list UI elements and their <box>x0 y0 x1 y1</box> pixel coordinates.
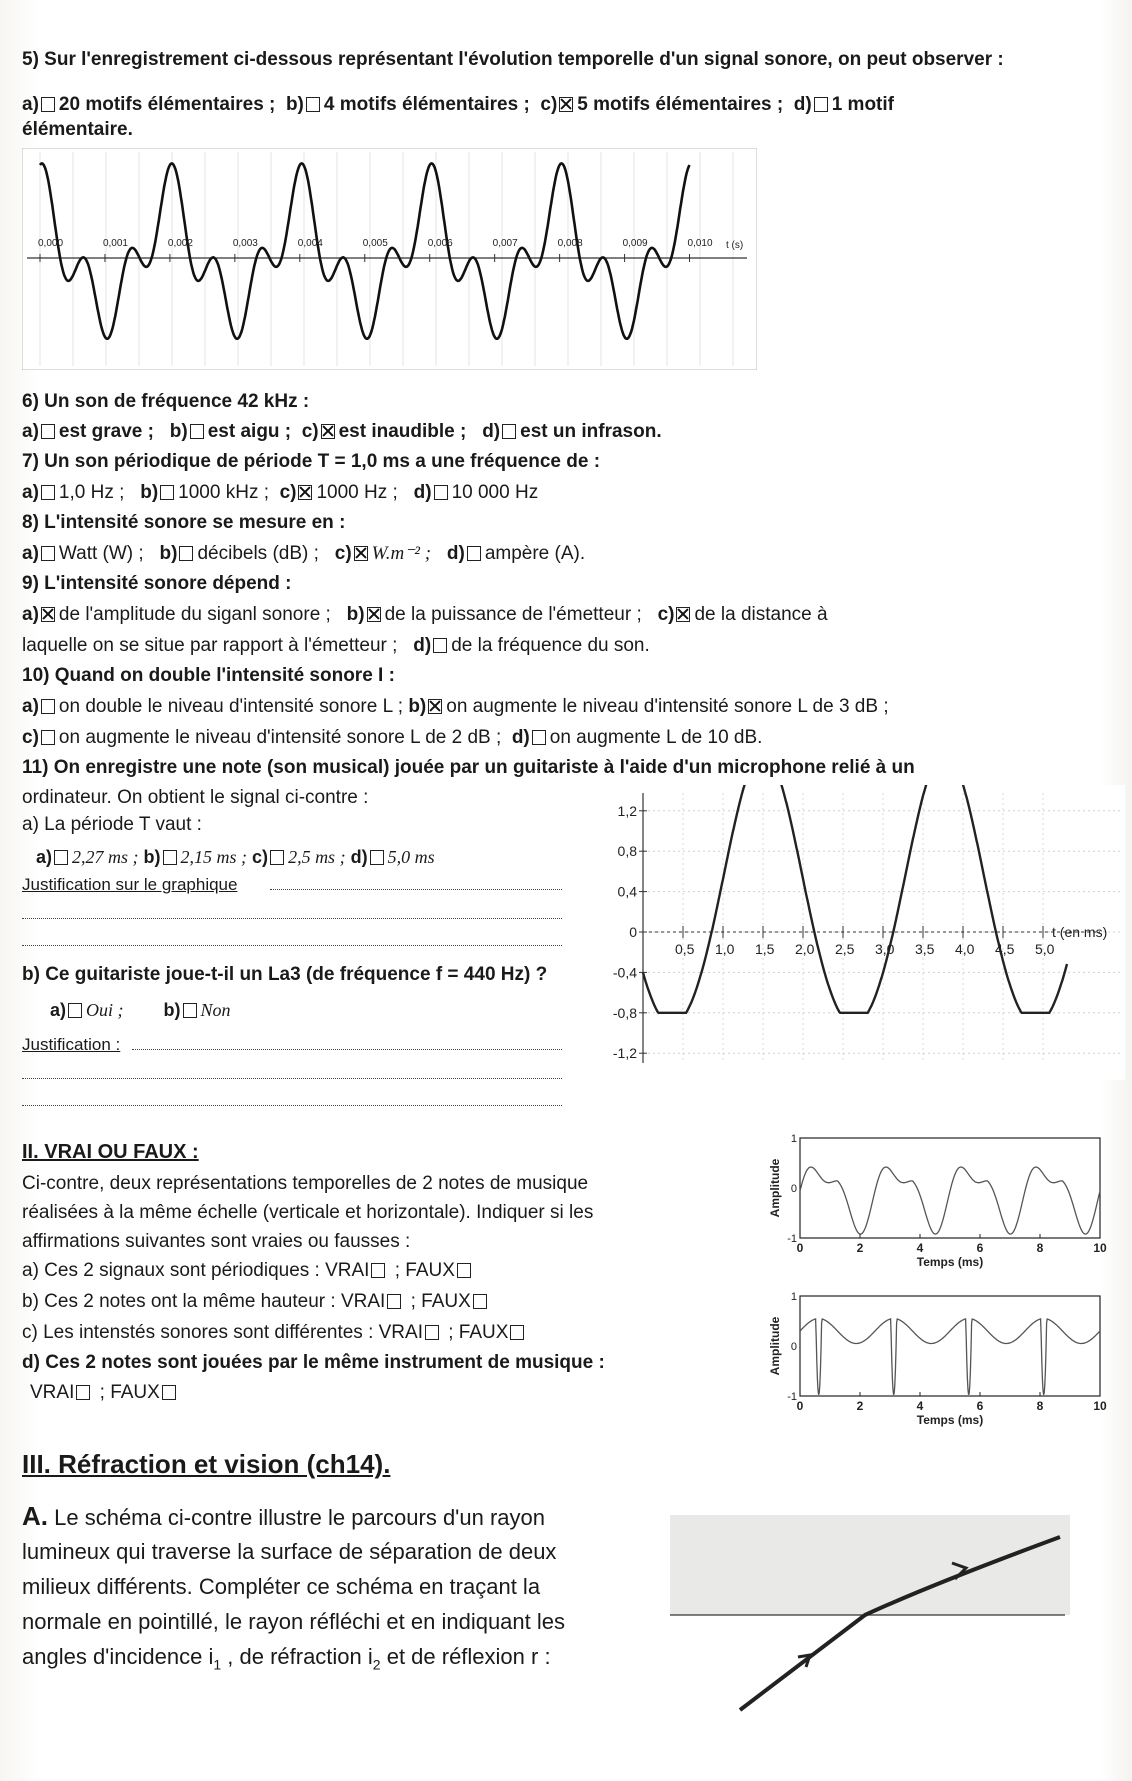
q6-c-text: est inaudible ; <box>338 421 467 442</box>
vf-a-faux-label: ; FAUX <box>394 1260 455 1281</box>
small-chart-xtick-label: 6 <box>976 1241 984 1255</box>
chart1-tick-label: 0,006 <box>427 238 453 249</box>
q6-b-checkbox[interactable] <box>190 424 204 439</box>
vf-intro-2: réalisées à la même échelle (verticale et horizontale). Indiquer si les <box>22 1202 594 1223</box>
refraction-label: A. <box>22 1501 48 1531</box>
q9-b-text: de la puissance de l'émetteur ; <box>384 604 642 625</box>
vf-d: d) Ces 2 notes sont jouées par le même instrument de musique : <box>22 1352 605 1373</box>
vf-c-faux-label: ; FAUX <box>448 1322 509 1343</box>
vf-c <box>22 1321 528 1345</box>
q10-c-label: c) <box>22 727 39 748</box>
small-chart-xlabel: Temps (ms) <box>916 1255 984 1269</box>
chart2-ytick-label: 0,4 <box>617 883 637 900</box>
q10-d-text: on augmente L de 10 dB. <box>549 727 763 748</box>
vf-d-faux-checkbox[interactable] <box>162 1385 176 1400</box>
q8-a-text: Watt (W) ; <box>58 543 144 564</box>
q9-options-cont <box>22 634 650 658</box>
q10-a-text: on double le niveau d'intensité sonore L ; <box>58 696 404 717</box>
chart1-tick-label: 0,010 <box>687 238 713 249</box>
chart2-xtick-label: 4,5 <box>995 941 1015 957</box>
small-chart-frame <box>800 1138 1100 1238</box>
q5-b-text: 4 motifs élémentaires ; <box>323 94 530 115</box>
q7-c-label: c) <box>279 482 297 503</box>
q6-options <box>22 420 662 444</box>
q6-d-label: d) <box>482 421 501 442</box>
q5-c-text: 5 motifs élémentaires ; <box>577 94 784 115</box>
chart2-ytick-label: 1,2 <box>617 802 637 819</box>
q7-b-checkbox[interactable] <box>160 485 174 500</box>
vf-title: II. VRAI OU FAUX : <box>22 1141 199 1163</box>
q11-non-checkbox[interactable] <box>183 1003 197 1018</box>
small-chart-ytick-label: 0 <box>790 1341 797 1353</box>
q10-options-1 <box>22 695 889 719</box>
q9-c-continued: laquelle on se situe par rapport à l'émetteur ; <box>22 635 398 656</box>
refraction-line-4: normale en pointillé, le rayon réfléchi et en indiquant les <box>22 1609 565 1634</box>
small-chart-xtick-label: 0 <box>796 1241 804 1255</box>
q5-options <box>22 93 894 117</box>
q9-c-label: c) <box>657 604 675 625</box>
q8-d-label: d) <box>446 543 465 564</box>
small-chart-ylabel: Amplitude <box>768 1316 782 1376</box>
q10-a-label: a) <box>22 696 39 717</box>
vf-b-text: b) Ces 2 notes ont la même hauteur : VRAI <box>22 1291 386 1312</box>
chart1-tick-label: 0,004 <box>297 238 323 249</box>
q5-d-label: d) <box>793 94 812 115</box>
q5-d-text: 1 motif <box>831 94 894 115</box>
chart2-xtick-label: 3,0 <box>875 941 895 957</box>
q8-a-checkbox[interactable] <box>41 546 55 561</box>
chart-signal-sonore <box>22 148 757 370</box>
q8-b-label: b) <box>159 543 178 564</box>
q11-a-text: 2,27 ms ; <box>72 847 139 867</box>
chart2-xtick-label: 2,0 <box>795 941 815 957</box>
q9-question: 9) L'intensité sonore dépend : <box>22 573 292 594</box>
vf-b-faux-checkbox[interactable] <box>473 1294 487 1309</box>
q9-options <box>22 603 828 627</box>
vf-a-faux-checkbox[interactable] <box>457 1263 471 1278</box>
q8-b-text: décibels (dB) ; <box>197 543 319 564</box>
q11-b-options <box>50 998 231 1022</box>
refraction-text-1: Le schéma ci-contre illustre le parcours d'un rayon <box>54 1505 545 1530</box>
q6-a-checkbox[interactable] <box>41 424 55 439</box>
q11-oui-checkbox[interactable] <box>68 1003 82 1018</box>
q11-question-cont: ordinateur. On obtient le signal ci-contre : <box>22 787 369 808</box>
q6-b-text: est aigu ; <box>207 421 292 442</box>
q10-c-text: on augmente le niveau d'intensité sonore L de 2 dB ; <box>58 727 502 748</box>
q8-c-checkbox[interactable] <box>354 546 368 561</box>
vf-intro-1: Ci-contre, deux représentations temporelles de 2 notes de musique <box>22 1173 589 1194</box>
chart1-tick-label: 0,001 <box>102 238 128 249</box>
q11-justification-2-line-3[interactable] <box>22 1105 562 1106</box>
q10-a-checkbox[interactable] <box>41 699 55 714</box>
q6-b-label: b) <box>169 421 188 442</box>
vf-intro-3: affirmations suivantes sont vraies ou fausses : <box>22 1231 411 1252</box>
q11-a-label: a) <box>36 847 53 867</box>
q11-justification-2-line[interactable] <box>132 1049 562 1050</box>
medium-lower <box>670 1615 1070 1725</box>
q7-d-label: d) <box>413 482 432 503</box>
q11-d-text: 5,0 ms <box>387 847 435 867</box>
small-chart-xtick-label: 10 <box>1093 1399 1107 1413</box>
q10-b-checkbox[interactable] <box>428 699 442 714</box>
q5-b-label: b) <box>285 94 304 115</box>
chart2-xtick-label: 1,5 <box>755 941 775 957</box>
q11-c-checkbox[interactable] <box>270 850 284 865</box>
q6-a-label: a) <box>22 421 39 442</box>
q11-c-label: c) <box>252 847 269 867</box>
medium-upper <box>670 1515 1070 1615</box>
chart2-xtick-label: 4,0 <box>955 941 975 957</box>
vf-a-vrai-checkbox[interactable] <box>371 1263 385 1278</box>
chart2-xtick-label: 0,5 <box>675 941 695 957</box>
chart1-tick-label: 0,007 <box>492 238 518 249</box>
chart2-xtick-label: 1,0 <box>715 941 735 957</box>
chart2-ytick-label: -1,2 <box>612 1045 637 1062</box>
q5-d-continued: élémentaire. <box>22 119 133 140</box>
refraction-text-5a: angles d'incidence i <box>22 1644 214 1669</box>
q11-d-checkbox[interactable] <box>370 850 384 865</box>
q11-b-question: b) Ce guitariste joue-t-il un La3 (de fréquence f = 440 Hz) ? <box>22 964 548 985</box>
chart2-xtick-label: 5,0 <box>1035 941 1055 957</box>
q9-a-checkbox[interactable] <box>41 607 55 622</box>
q5-d-checkbox[interactable] <box>814 97 828 112</box>
small-chart-xtick-label: 4 <box>916 1241 924 1255</box>
q8-c-text: W.m⁻² ; <box>371 543 432 564</box>
small-chart-xtick-label: 4 <box>916 1399 924 1413</box>
q10-question: 10) Quand on double l'intensité sonore I : <box>22 665 395 686</box>
chart2-ytick-label: -0,4 <box>612 964 637 981</box>
refraction-title: III. Réfraction et vision (ch14). <box>22 1449 391 1479</box>
q8-b-checkbox[interactable] <box>179 546 193 561</box>
q11-non-text: Non <box>200 1000 231 1020</box>
q6-d-text: est un infrason. <box>520 421 662 442</box>
small-chart-ytick-label: -1 <box>787 1233 797 1245</box>
q10-options-2 <box>22 726 762 750</box>
q7-a-checkbox[interactable] <box>41 485 55 500</box>
small-chart-xtick-label: 8 <box>1036 1241 1044 1255</box>
refraction-line-5 <box>22 1640 551 1681</box>
vf-c-vrai-checkbox[interactable] <box>425 1325 439 1340</box>
q9-c-text: de la distance à <box>694 604 828 625</box>
chart2-ytick-label: -0,8 <box>612 1004 637 1021</box>
small-chart-xtick-label: 2 <box>856 1241 864 1255</box>
small-chart-frame <box>800 1296 1100 1396</box>
vf-a <box>22 1259 475 1283</box>
q11-justification-2-line-2[interactable] <box>22 1078 562 1079</box>
q10-d-checkbox[interactable] <box>532 730 546 745</box>
q9-c-checkbox[interactable] <box>676 607 690 622</box>
q11-d-label: d) <box>350 847 368 867</box>
q11-question: 11) On enregistre une note (son musical) jouée par un guitariste à l'aide d'un microphone relié à un <box>22 757 915 778</box>
chart1-tick-label: 0,008 <box>557 238 583 249</box>
vf-b <box>22 1290 491 1314</box>
small-chart-xtick-label: 8 <box>1036 1399 1044 1413</box>
q11-justification-1-line[interactable] <box>270 889 562 890</box>
q9-d-text: de la fréquence du son. <box>451 635 650 656</box>
vf-c-text: c) Les intenstés sonores sont différentes : VRAI <box>22 1322 423 1343</box>
q6-d-checkbox[interactable] <box>502 424 516 439</box>
small-chart-ylabel: Amplitude <box>768 1158 782 1218</box>
q10-c-checkbox[interactable] <box>41 730 55 745</box>
q8-question: 8) L'intensité sonore se mesure en : <box>22 512 346 533</box>
q7-a-text: 1,0 Hz ; <box>58 482 125 503</box>
q7-d-checkbox[interactable] <box>434 485 448 500</box>
chart-note-2 <box>755 1288 1115 1436</box>
q10-b-text: on augmente le niveau d'intensité sonore L de 3 dB ; <box>446 696 889 717</box>
vf-b-vrai-checkbox[interactable] <box>387 1294 401 1309</box>
q5-c-checkbox[interactable] <box>559 97 573 112</box>
q7-d-text: 10 000 Hz <box>451 482 539 503</box>
chart2-xtick-label: 2,5 <box>835 941 855 957</box>
chart2-ytick-label: 0,8 <box>617 843 637 860</box>
q5-a-text: 20 motifs élémentaires ; <box>58 94 276 115</box>
small-chart-xtick-label: 10 <box>1093 1241 1107 1255</box>
q5-a-label: a) <box>22 94 39 115</box>
q5-a-checkbox[interactable] <box>41 97 55 112</box>
q5-c-label: c) <box>540 94 558 115</box>
small-chart-xlabel: Temps (ms) <box>916 1413 984 1427</box>
q11-b-checkbox[interactable] <box>163 850 177 865</box>
small-chart-xtick-label: 6 <box>976 1399 984 1413</box>
q11-a-options <box>36 845 435 869</box>
q7-a-label: a) <box>22 482 39 503</box>
vf-d-faux-label: ; FAUX <box>99 1382 160 1403</box>
q9-a-text: de l'amplitude du siganl sonore ; <box>58 604 331 625</box>
refraction-sub-1: 1 <box>213 1656 222 1673</box>
q6-c-label: c) <box>301 421 319 442</box>
refraction-line-3: milieux différents. Compléter ce schéma en traçant la <box>22 1574 541 1599</box>
q11-c-text: 2,5 ms ; <box>288 847 346 867</box>
q8-d-checkbox[interactable] <box>467 546 481 561</box>
vf-d-options <box>30 1381 180 1405</box>
refraction-line-2: lumineux qui traverse la surface de séparation de deux <box>22 1539 557 1564</box>
chart1-tick-label: 0,002 <box>167 238 193 249</box>
q6-c-checkbox[interactable] <box>321 424 335 439</box>
small-chart-ytick-label: 1 <box>790 1133 797 1145</box>
q9-a-label: a) <box>22 604 39 625</box>
q9-d-label: d) <box>413 635 432 656</box>
q8-a-label: a) <box>22 543 39 564</box>
q9-b-label: b) <box>346 604 365 625</box>
q11-oui-text: Oui ; <box>86 1000 124 1020</box>
q10-d-label: d) <box>511 727 530 748</box>
q7-question: 7) Un son périodique de période T = 1,0 ms a une fréquence de : <box>22 451 601 472</box>
vf-b-faux-label: ; FAUX <box>410 1291 471 1312</box>
small-chart-ytick-label: 0 <box>790 1183 797 1195</box>
chart1-tick-label: 0,003 <box>232 238 258 249</box>
chart-guitare <box>600 785 1125 1080</box>
q6-question: 6) Un son de fréquence 42 kHz : <box>22 391 310 412</box>
q9-b-checkbox[interactable] <box>367 607 381 622</box>
q10-b-label: b) <box>408 696 427 717</box>
q11-a-checkbox[interactable] <box>54 850 68 865</box>
q8-d-text: ampère (A). <box>484 543 586 564</box>
q5-question: 5) Sur l'enregistrement ci-dessous représentant l'évolution temporelle d'un signal sonore, on peut observer : <box>22 49 1004 70</box>
small-chart-xtick-label: 2 <box>856 1399 864 1413</box>
small-chart-xtick-label: 0 <box>796 1399 804 1413</box>
refraction-text-5b: , de réfraction i <box>227 1644 373 1669</box>
q11-justification-1-label: Justification sur le graphique <box>22 875 238 894</box>
chart1-axis-label: t (s) <box>726 240 744 251</box>
chart1-tick-label: 0,009 <box>622 238 648 249</box>
q8-c-label: c) <box>334 543 352 564</box>
vf-d-vrai-checkbox[interactable] <box>76 1385 90 1400</box>
q11-b-text: 2,15 ms ; <box>180 847 248 867</box>
vf-a-text: a) Ces 2 signaux sont périodiques : VRAI <box>22 1260 370 1281</box>
small-chart-ytick-label: 1 <box>790 1291 797 1303</box>
refraction-text-5c: et de réflexion r : <box>386 1644 551 1669</box>
q11-justification-2-label: Justification : <box>22 1035 121 1054</box>
q7-c-checkbox[interactable] <box>298 485 312 500</box>
vf-d-vrai-label: VRAI <box>30 1382 75 1403</box>
q5-b-checkbox[interactable] <box>306 97 320 112</box>
q11-justification-1-line-3[interactable] <box>22 945 562 946</box>
q11-oui-label: a) <box>50 1000 67 1020</box>
chart2-axis-label: t (en ms) <box>1052 924 1108 940</box>
q11-b-label: b) <box>143 847 161 867</box>
q8-options <box>22 542 585 566</box>
q6-a-text: est grave ; <box>58 421 154 442</box>
refraction-line-1 <box>22 1500 545 1534</box>
vf-c-faux-checkbox[interactable] <box>510 1325 524 1340</box>
q7-options <box>22 481 538 505</box>
refraction-diagram[interactable] <box>650 1515 1070 1725</box>
q7-b-label: b) <box>140 482 159 503</box>
chart1-tick-label: 0,000 <box>38 238 64 249</box>
chart1-tick-label: 0,005 <box>362 238 388 249</box>
chart2-xtick-label: 3,5 <box>915 941 935 957</box>
q7-b-text: 1000 kHz ; <box>178 482 269 503</box>
q7-c-text: 1000 Hz ; <box>316 482 398 503</box>
refraction-sub-2: 2 <box>372 1656 381 1673</box>
small-chart-ytick-label: -1 <box>787 1391 797 1403</box>
q11-a-question: a) La période T vaut : <box>22 814 202 835</box>
chart2-ytick-label: 0 <box>629 924 637 940</box>
q11-justification-1-line-2[interactable] <box>22 918 562 919</box>
q11-non-label: b) <box>163 1000 181 1020</box>
q9-d-checkbox[interactable] <box>433 638 447 653</box>
chart-note-1 <box>755 1130 1115 1280</box>
